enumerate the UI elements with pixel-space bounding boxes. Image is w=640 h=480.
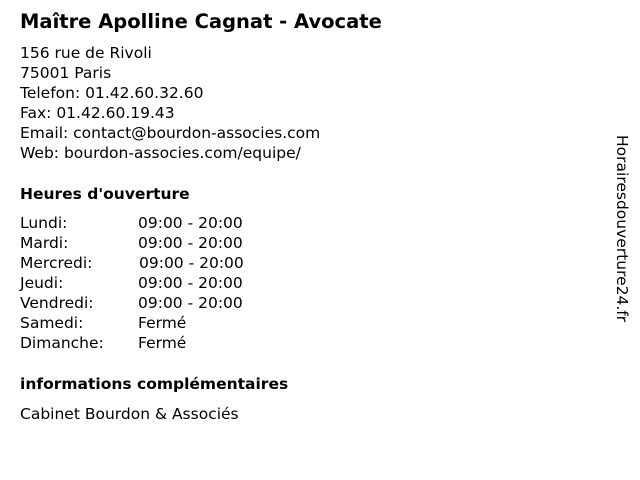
hours-row-saturday xyxy=(20,313,320,333)
day-label: Lundi: xyxy=(20,214,68,232)
opening-hours-table xyxy=(20,213,320,353)
hours-row-sunday xyxy=(20,333,320,353)
email-address: Email: contact@bourdon-associes.com xyxy=(20,124,321,142)
opening-hours-heading: Heures d'ouverture xyxy=(20,185,190,203)
page-title: Maître Apolline Cagnat - Avocate xyxy=(20,10,382,33)
website-address: Web: bourdon-associes.com/equipe/ xyxy=(20,144,301,162)
time-value: 09:00 - 20:00 xyxy=(138,214,243,232)
time-value: 09:00 - 20:00 xyxy=(138,274,243,292)
hours-row-friday xyxy=(20,293,320,313)
address-city: 75001 Paris xyxy=(20,64,112,82)
day-label: Samedi: xyxy=(20,314,84,332)
additional-info-text: Cabinet Bourdon & Associés xyxy=(20,405,239,423)
day-label: Jeudi: xyxy=(20,274,64,292)
time-value: 09:00 - 20:00 xyxy=(139,254,244,272)
phone-number: Telefon: 01.42.60.32.60 xyxy=(20,84,204,102)
time-value: 09:00 - 20:00 xyxy=(138,294,243,312)
fax-number: Fax: 01.42.60.19.43 xyxy=(20,104,175,122)
time-value: 09:00 - 20:00 xyxy=(138,234,243,252)
contact-block xyxy=(20,43,320,163)
site-watermark-link[interactable]: Horairesdouverture24.fr xyxy=(613,135,631,323)
hours-row-tuesday xyxy=(20,233,320,253)
address-street: 156 rue de Rivoli xyxy=(20,44,152,62)
additional-info-heading: informations complémentaires xyxy=(20,375,289,393)
day-label: Mardi: xyxy=(20,234,69,252)
time-value: Fermé xyxy=(138,314,187,332)
day-label: Mercredi: xyxy=(20,254,93,272)
time-value: Fermé xyxy=(138,334,187,352)
hours-row-wednesday xyxy=(20,253,320,273)
hours-row-thursday xyxy=(20,273,320,293)
hours-row-monday xyxy=(20,213,320,233)
day-label: Dimanche: xyxy=(20,334,104,352)
day-label: Vendredi: xyxy=(20,294,94,312)
